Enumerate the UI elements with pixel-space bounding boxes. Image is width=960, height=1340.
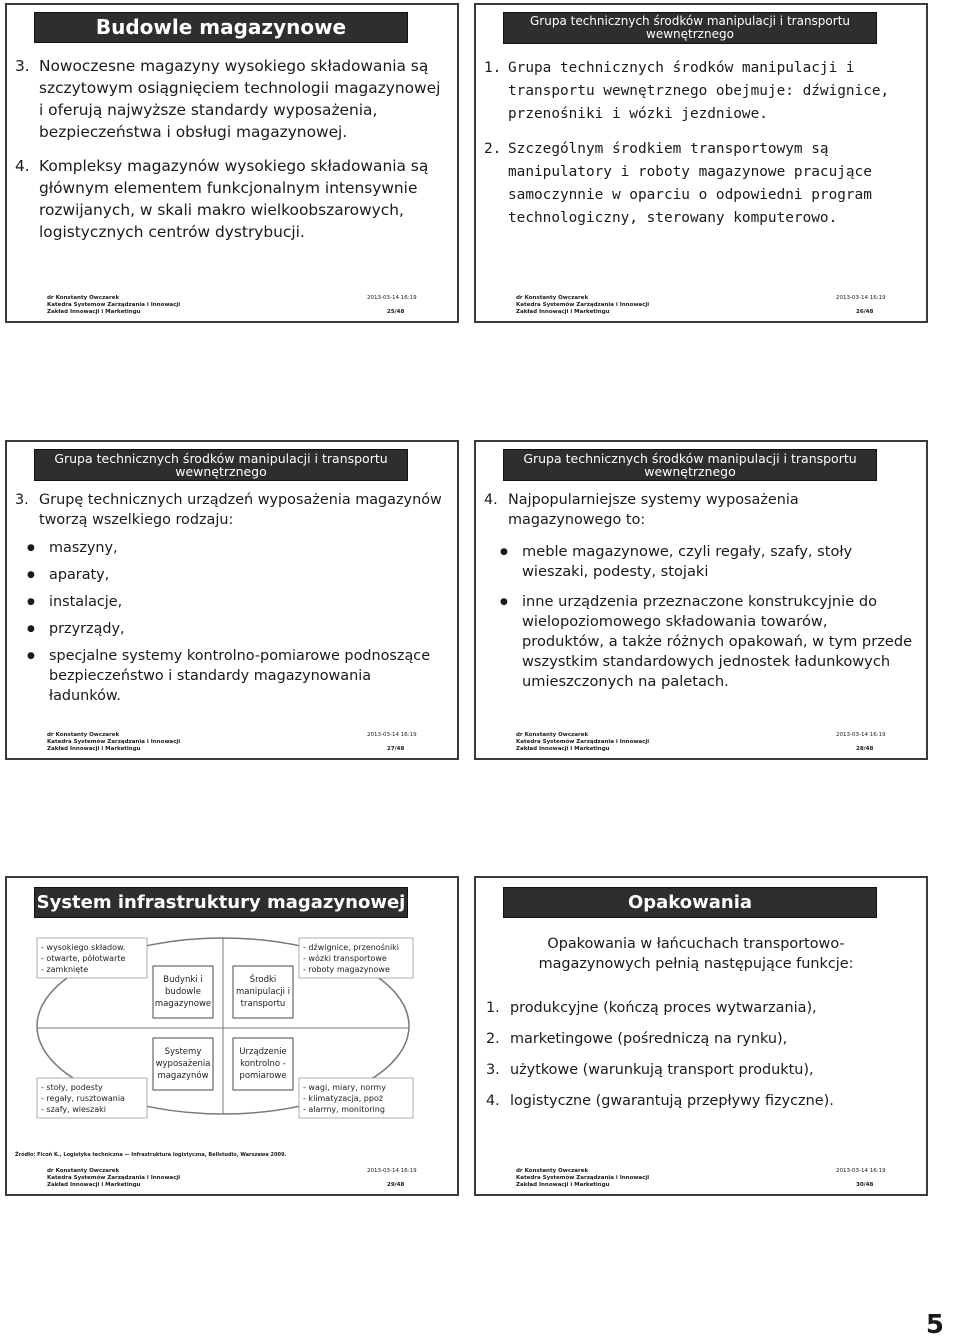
list-item: 3. użytkowe (warunkują transport produktu),	[486, 1062, 814, 1078]
slide-footer: dr Konstanty Owczarek Katedra Systemów Zarządzania i Innowacji Zakład Innowacji i Marketingu 2013-03-14 16:19 30/48	[516, 1168, 886, 1188]
diagram-label: - zamknięte	[41, 965, 89, 974]
list-item: ● meble magazynowe, czyli regały, szafy, stoły wieszaki, podesty, stojaki	[500, 543, 853, 580]
slide-lead: 3. Grupę technicznych urządzeń wyposażenia magazynów tworzą wszelkiego rodzaju:	[15, 492, 442, 528]
list-item: ● aparaty,	[27, 567, 110, 583]
diagram-box-label: Środki	[249, 975, 277, 985]
list-item: 3. Nowoczesne magazyny wysokiego składowania są szczytowym osiągnięciem technologii magazynowej i oferują najwyższe standardy wyposażenia, bezpieczeństwa i obsługi magazynowej.	[15, 57, 441, 141]
diagram-box-label: budowle	[165, 987, 201, 997]
list-item: 1. produkcyjne (kończą proces wytwarzania),	[486, 1000, 817, 1016]
slide-title: Grupa technicznych środków manipulacji i transportu wewnętrznego	[503, 12, 877, 44]
diagram-label: - dźwignice, przenośniki	[303, 943, 400, 952]
diagram-label: - regały, rusztowania	[41, 1094, 125, 1103]
diagram-label: - wysokiego składow.	[41, 943, 126, 952]
slide-27	[5, 440, 459, 760]
slide-footer: dr Konstanty Owczarek Katedra Systemów Zarządzania i Innowacji Zakład Innowacji i Marketingu 2013-03-14 16:19 25/48	[47, 295, 417, 315]
infrastructure-diagram	[31, 930, 415, 1120]
slide-title: Budowle magazynowe	[34, 12, 408, 43]
source-note: Źródło: Ficoń K., Logistyka techniczna — Infrastruktura logistyczna, Bellstudio, Warszawa 2009.	[15, 1152, 287, 1158]
slide-date: 2013-03-14 16:19	[367, 732, 417, 738]
slide-date: 2013-03-14 16:19	[836, 1168, 886, 1174]
diagram-box-label: Systemy	[164, 1047, 202, 1057]
slide-title: Grupa technicznych środków manipulacji i transportu wewnętrznego	[503, 449, 877, 481]
function-list	[486, 998, 906, 1122]
list-item: ● inne urządzenia przeznaczone konstrukcyjnie do wielopoziomowego składowania towarów, produktów, a także różnych opakowań, w tym przede wszystkim standardowych jednostek ładunkowych umieszczonych na paletach.	[500, 593, 913, 690]
diagram-label: - szafy, wieszaki	[41, 1105, 107, 1114]
slide-26	[474, 3, 928, 323]
slide-page-number: 25/48	[387, 309, 405, 315]
diagram-box-label: Budynki i	[163, 975, 203, 985]
slide-title: System infrastruktury magazynowej	[34, 887, 408, 918]
slide-page-number: 26/48	[856, 309, 874, 315]
diagram-box-label: pomiarowe	[239, 1071, 287, 1081]
slide-page-number: 29/48	[387, 1182, 405, 1188]
slide-intro: Opakowania w łańcuchach transportowo-magazynowych pełnią następujące funkcje:	[538, 936, 854, 972]
bullet-list	[500, 542, 914, 699]
slide-title: Grupa technicznych środków manipulacji i transportu wewnętrznego	[34, 449, 408, 481]
slide-footer: dr Konstanty Owczarek Katedra Systemów Zarządzania i Innowacji Zakład Innowacji i Marketingu 2013-03-14 16:19 27/48	[47, 732, 417, 752]
list-item: ● maszyny,	[27, 540, 118, 556]
list-item: ● przyrządy,	[27, 621, 125, 637]
list-item: 2. Szczególnym środkiem transportowym są manipulatory i roboty magazynowe pracujące samoczynnie w oparciu o odpowiedni program technologiczny, sterowany komputerowo.	[484, 141, 872, 226]
diagram-box-label: manipulacji i	[235, 987, 291, 997]
list-item: 4. Kompleksy magazynów wysokiego składowania są głównym elementem funkcjonalnym intensywnie rozwijanych, w skali makro wielkoobszarowych, logistycznych centrów dystrybucji.	[15, 157, 429, 241]
slide-lead: 4. Najpopularniejsze systemy wyposażenia magazynowego to:	[484, 492, 799, 528]
diagram-label: - alarmy, monitoring	[303, 1105, 385, 1114]
slide-28	[474, 440, 928, 760]
slide-date: 2013-03-14 16:19	[836, 295, 886, 301]
diagram-label: - otwarte, półotwarte	[41, 954, 126, 963]
diagram-label: - stoły, podesty	[41, 1083, 103, 1092]
slide-footer: dr Konstanty Owczarek Katedra Systemów Zarządzania i Innowacji Zakład Innowacji i Marketingu 2013-03-14 16:19 29/48	[47, 1168, 417, 1188]
slide-date: 2013-03-14 16:19	[836, 732, 886, 738]
list-item: 1. Grupa technicznych środków manipulacji i transportu wewnętrznego obejmuje: dźwignice, przenośniki i wózki jezdniowe.	[484, 60, 890, 122]
list-item: 2. marketingowe (pośredniczą na rynku),	[486, 1031, 788, 1047]
slide-date: 2013-03-14 16:19	[367, 295, 417, 301]
diagram-box-label: magazynów	[157, 1071, 209, 1081]
diagram-box-label: magazynowe	[154, 999, 212, 1009]
slide-page-number: 30/48	[856, 1182, 874, 1188]
list-item: ● instalacje,	[27, 594, 123, 610]
diagram-label: - klimatyzacja, ppoż	[303, 1094, 384, 1103]
diagram-box-label: Urządzenie	[239, 1047, 287, 1057]
slide-page-number: 27/48	[387, 746, 405, 752]
bullet-list	[27, 538, 445, 713]
diagram-box-label: transportu	[240, 999, 286, 1009]
slide-date: 2013-03-14 16:19	[367, 1168, 417, 1174]
diagram-label: - wagi, miary, normy	[303, 1083, 386, 1092]
slide-page-number: 28/48	[856, 746, 874, 752]
slide-footer: dr Konstanty Owczarek Katedra Systemów Zarządzania i Innowacji Zakład Innowacji i Marketingu 2013-03-14 16:19 28/48	[516, 732, 886, 752]
list-item: 4. logistyczne (gwarantują przepływy fizyczne).	[486, 1093, 834, 1109]
slide-30	[474, 876, 928, 1196]
slide-body	[15, 55, 443, 243]
slide-29	[5, 876, 459, 1196]
diagram-label: - wózki transportowe	[303, 954, 387, 963]
list-item: ● specjalne systemy kontrolno-pomiarowe podnoszące bezpieczeństwo i standardy magazynowania ładunków.	[27, 648, 431, 704]
document-page-number: 5	[925, 1310, 944, 1340]
slide-25	[5, 3, 459, 323]
diagram-box-label: kontrolno -	[240, 1059, 286, 1069]
slide-body	[484, 57, 912, 230]
diagram-box-label: wyposażenia	[155, 1059, 211, 1069]
diagram-label: - roboty magazynowe	[303, 965, 390, 974]
slide-footer: dr Konstanty Owczarek Katedra Systemów Zarządzania i Innowacji Zakład Innowacji i Marketingu 2013-03-14 16:19 26/48	[516, 295, 886, 315]
slide-title: Opakowania	[503, 887, 877, 918]
